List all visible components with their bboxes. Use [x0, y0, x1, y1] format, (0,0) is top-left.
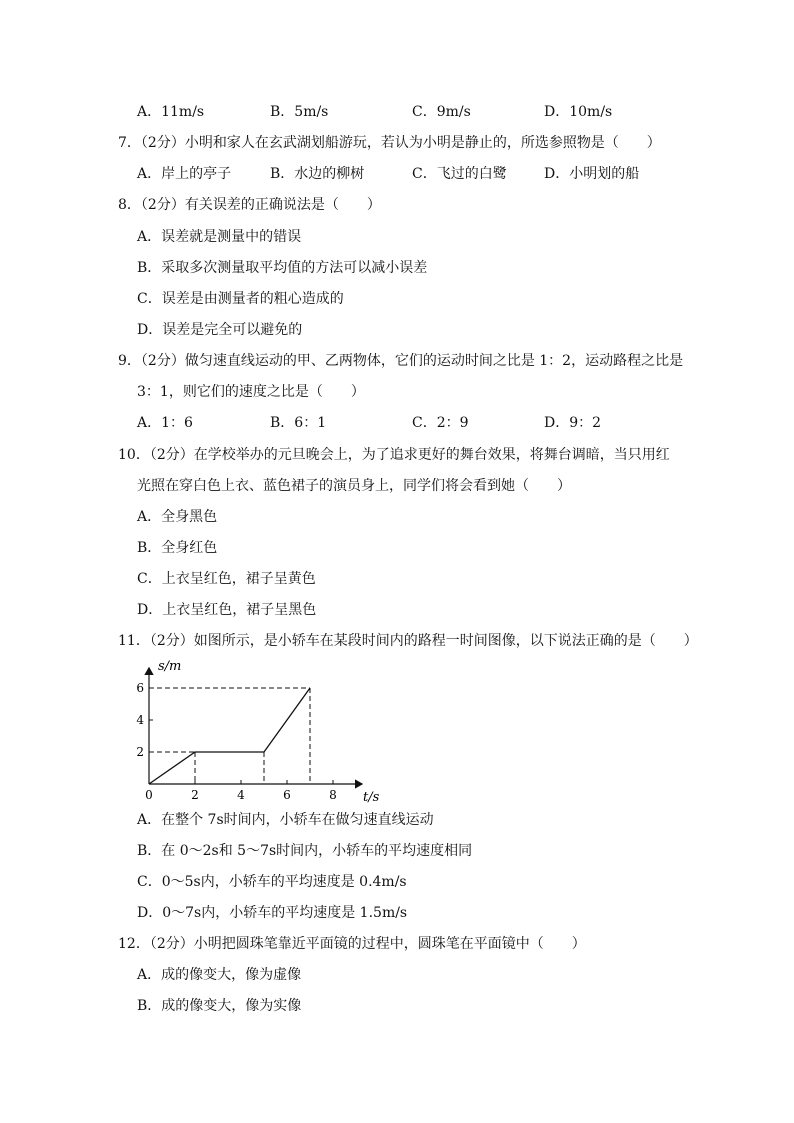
q10-option-b[interactable]: B．全身红色	[137, 540, 218, 556]
q12-option-b[interactable]: B．成的像变大，像为实像	[137, 998, 302, 1014]
q9-stem-line1: 9．（2分）做匀速直线运动的甲、乙两物体，它们的运动时间之比是 1：2，运动路程之比是	[118, 353, 684, 369]
y-axis-label: s/m	[158, 659, 182, 674]
x-axis-label: t/s	[363, 790, 380, 805]
q9-option-b[interactable]: B．6：1	[270, 415, 327, 431]
q10-option-a[interactable]: A．全身黑色	[137, 509, 218, 525]
q11-option-d[interactable]: D．0～7s内，小轿车的平均速度是 1.5m/s	[137, 905, 408, 921]
q9-options	[137, 414, 657, 432]
x-tick-label: 4	[237, 788, 245, 802]
x-tick-label: 2	[191, 788, 199, 802]
q6-option-d[interactable]: D．10m/s	[544, 104, 613, 120]
q6-option-a[interactable]: A．11m/s	[137, 104, 205, 120]
q6-option-c[interactable]: C．9m/s	[412, 104, 471, 120]
q12-stem: 12．（2分）小明把圆珠笔靠近平面镜的过程中，圆珠笔在平面镜中（ ）	[118, 936, 586, 952]
q7-option-d[interactable]: D．小明划的船	[544, 166, 640, 182]
x-tick-label: 8	[329, 788, 337, 802]
q10-stem-line1: 10．（2分）在学校举办的元旦晚会上，为了追求更好的舞台效果，将舞台调暗，当只用红	[118, 447, 670, 463]
q7-option-a[interactable]: A．岸上的亭子	[137, 166, 232, 182]
series-line	[149, 688, 310, 784]
q10-option-c[interactable]: C．上衣呈红色，裙子呈黄色	[137, 571, 316, 587]
q11-stem: 11．（2分）如图所示，是小轿车在某段时间内的路程一时间图像，以下说法正确的是（ ）	[118, 633, 698, 649]
q7-stem: 7．（2分）小明和家人在玄武湖划船游玩，若认为小明是静止的，所选参照物是（ ）	[118, 135, 661, 151]
q8-option-d[interactable]: D．误差是完全可以避免的	[137, 322, 303, 338]
q7-option-c[interactable]: C．飞过的白鹭	[412, 166, 507, 182]
q9-option-a[interactable]: A．1：6	[137, 415, 193, 431]
q10-option-d[interactable]: D．上衣呈红色，裙子呈黑色	[137, 602, 317, 618]
q8-option-b[interactable]: B．采取多次测量取平均值的方法可以减小误差	[137, 260, 428, 276]
y-tick-label: 4	[136, 713, 144, 727]
x-tick-label: 6	[283, 788, 291, 802]
q6-option-b[interactable]: B．5m/s	[270, 104, 329, 120]
graph-axes	[149, 668, 362, 784]
q11-option-a[interactable]: A．在整个 7s时间内，小轿车在做匀速直线运动	[137, 812, 434, 828]
q6-options	[137, 103, 657, 121]
q8-option-c[interactable]: C．误差是由测量者的粗心造成的	[137, 291, 344, 307]
x-tick-label: 0	[145, 788, 153, 802]
q8-option-a[interactable]: A．误差就是测量中的错误	[137, 229, 302, 245]
q10-stem-line2: 光照在穿白色上衣、蓝色裙子的演员身上，同学们将会看到她（ ）	[137, 478, 571, 494]
q12-option-a[interactable]: A．成的像变大，像为虚像	[137, 967, 302, 983]
q9-option-d[interactable]: D．9：2	[544, 415, 602, 431]
graph-series	[149, 688, 310, 784]
y-tick-label: 6	[136, 681, 144, 695]
q9-stem-line2: 3：1，则它们的速度之比是（ ）	[137, 384, 365, 400]
q7-option-b[interactable]: B．水边的柳树	[270, 166, 365, 182]
q9-option-c[interactable]: C．2：9	[412, 415, 469, 431]
y-tick-label: 2	[136, 745, 144, 759]
q7-options	[137, 165, 657, 183]
q11-option-c[interactable]: C．0～5s内，小轿车的平均速度是 0.4m/s	[137, 874, 407, 890]
graph-guides	[149, 688, 310, 784]
q11-option-b[interactable]: B．在 0～2s和 5～7s时间内，小轿车的平均速度相同	[137, 843, 473, 859]
st-graph	[135, 655, 380, 805]
q8-stem: 8．（2分）有关误差的正确说法是（ ）	[118, 197, 381, 213]
